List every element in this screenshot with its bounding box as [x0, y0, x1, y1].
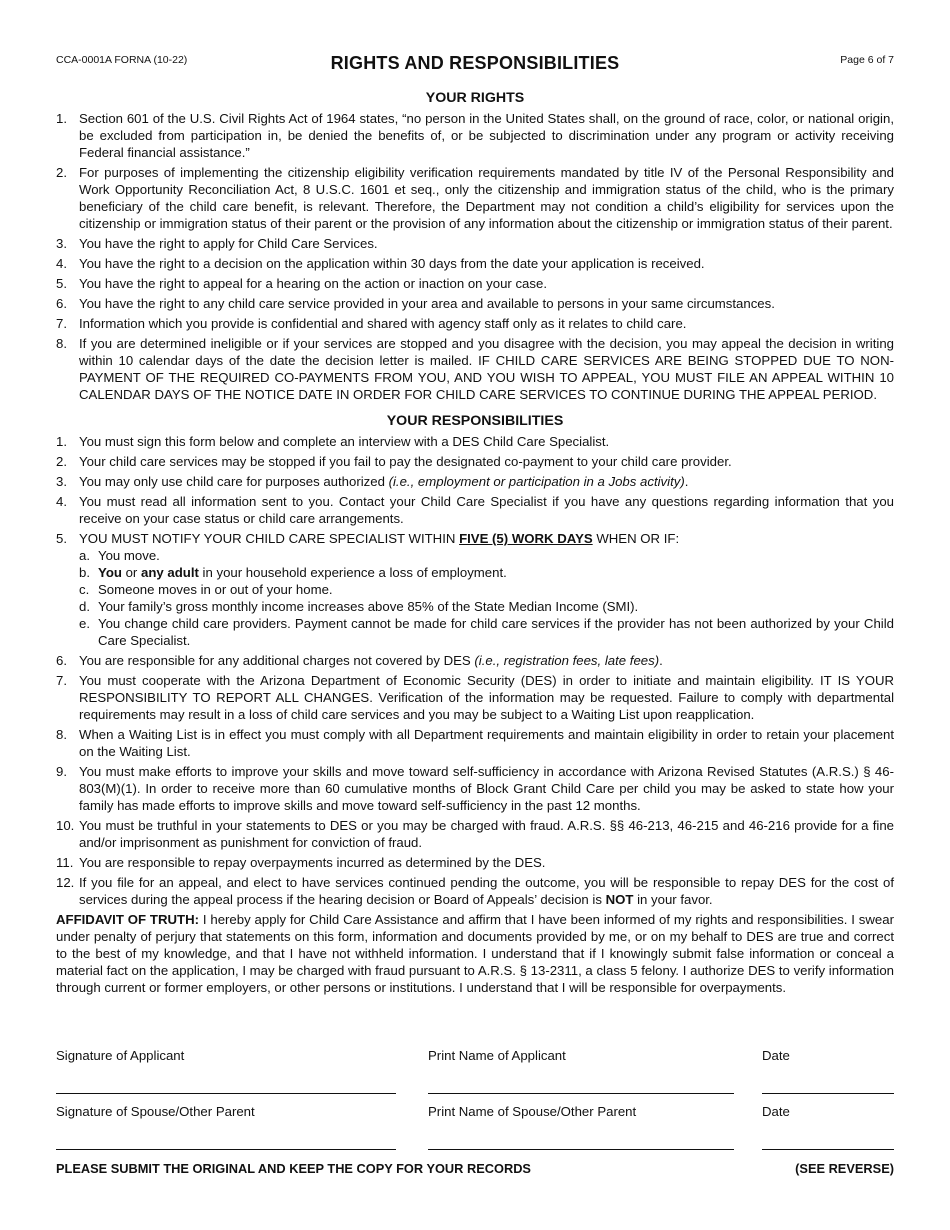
affidavit-text: I hereby apply for Child Care Assistance and affirm that I have been informed of my rights and responsibilities. I swear under penalty of perjury that statements on this form, information and documents provided by me, or on my behalf to DES are true and correct to the best of my knowledge, and that I have not withheld information. I understand that if I knowingly submit false information or conceal a material fact on the application, I may be charged with fraud pursuant to A.R.S. § 13-2311, a class 5 felony. I authorize DES to verify information through current or former employers, or other persons or institutions. I understand that I will be responsible for overpayments. [56, 912, 894, 995]
affidavit-of-truth [56, 911, 894, 996]
sub-list-item: a. You move. [79, 548, 160, 563]
applicant-print-name-label: Print Name of Applicant [428, 1048, 566, 1063]
spouse-date-line[interactable] [762, 1149, 894, 1150]
list-item: 12. If you file for an appeal, and elect to have services continued pending the outcome, you will be responsible to repay DES for the cost of services during the appeal process if the hearing decision or Board of Appeals’ decision is NOT in your favor. [56, 875, 894, 907]
sub-list-item: c. Someone moves in or out of your home. [79, 582, 333, 597]
notify-conditions-list [79, 547, 894, 649]
list-item: 6. You are responsible for any additional charges not covered by DES (i.e., registration fees, late fees). [56, 653, 663, 668]
list-item: 8. If you are determined ineligible or if your services are stopped and you disagree with the decision, you may appeal the decision in writing within 10 calendar days of the date the decision letter is mailed. IF CHILD CARE SERVICES ARE BEING STOPPED DUE TO NON-PAYMENT OF THE REQUIRED CO-PAYMENTS FROM YOU, AND YOU WISH TO APPEAL, YOU MUST FILE AN APPEAL WITHIN 10 CALENDAR DAYS OF THE NOTICE DATE IN ORDER FOR CHILD CARE SERVICES TO CONTINUE DURING THE APPEAL PERIOD. [56, 336, 894, 402]
sub-list-item: b. You or any adult in your household experience a loss of employment. [79, 565, 507, 580]
list-item: 1. You must sign this form below and complete an interview with a DES Child Care Specialist. [56, 434, 610, 449]
spouse-signature-label: Signature of Spouse/Other Parent [56, 1104, 255, 1119]
list-item: 8. When a Waiting List is in effect you must comply with all Department requirements and maintain eligibility in order to retain your placement on the Waiting List. [56, 727, 894, 759]
spouse-print-name-label: Print Name of Spouse/Other Parent [428, 1104, 637, 1119]
page-number: Page 6 of 7 [840, 54, 894, 66]
spouse-signature-line[interactable] [56, 1149, 396, 1150]
list-item: 5. You have the right to appeal for a hearing on the action or inaction on your case. [56, 276, 547, 291]
applicant-print-name-line[interactable] [428, 1093, 734, 1094]
spouse-date-label: Date [762, 1104, 790, 1119]
list-item: 2. For purposes of implementing the citizenship eligibility verification requirements mandated by title IV of the Personal Responsibility and Work Opportunity Reconciliation Act, 8 U.S.C. 1601 et seq., only the citizenship and immigration status of the child, who is the primary beneficiary of the child care benefit, is relevant. Therefore, the Department may not condition a child’s eligibility for services upon the citizenship or immigration status of their parent or the provision of any information about the citizenship or immigration status of their parent. [56, 165, 894, 231]
footer-instruction: PLEASE SUBMIT THE ORIGINAL AND KEEP THE COPY FOR YOUR RECORDS [56, 1161, 531, 1176]
form-id: CCA-0001A FORNA (10-22) [56, 54, 188, 66]
sub-list-item: e. You change child care providers. Payment cannot be made for child care services if the provider has not been authorized by your Child Care Specialist. [79, 616, 894, 648]
list-item: 1. Section 601 of the U.S. Civil Rights Act of 1964 states, “no person in the United States shall, on the ground of race, color, or national origin, be excluded from participation in, be denied the benefits of, or be subjected to discrimination under any program or activity receiving Federal financial assistance.” [56, 111, 894, 160]
list-item: 5. YOU MUST NOTIFY YOUR CHILD CARE SPECIALIST WITHIN FIVE (5) WORK DAYS WHEN OR IF: a. You move. b. You or any adult in your household experience a loss of employment. c. Someone moves in or out of your home. d. Your family’s gross monthly income increases above 85% of the State Median Income (SMI). e. You change child care providers. Payment cannot be made for child care services if the provider has not been authorized by your Child Care Specialist. [56, 531, 894, 648]
list-item: 6. You have the right to any child care service provided in your area and available to persons in your same circumstances. [56, 296, 775, 311]
list-item: 3. You have the right to apply for Child Care Services. [56, 236, 378, 251]
list-item: 2. Your child care services may be stopped if you fail to pay the designated co-payment to your child care provider. [56, 454, 732, 469]
list-item: 10. You must be truthful in your statements to DES or you may be charged with fraud. A.R.S. §§ 46-213, 46-215 and 46-216 provide for a fine and/or imprisonment as punishment for conviction of fraud. [56, 818, 894, 850]
five-work-days-emphasis: FIVE (5) WORK DAYS [459, 531, 593, 546]
list-item: 7. You must cooperate with the Arizona Department of Economic Security (DES) in order to initiate and maintain eligibility. IT IS YOUR RESPONSIBILITY TO REPORT ALL CHANGES. Verification of the information may be requested. Failure to comply with departmental requirements may result in a loss of child care services and you may be subject to a Waiting List upon reapplication. [56, 673, 894, 722]
spouse-print-name-line[interactable] [428, 1149, 734, 1150]
affidavit-label: AFFIDAVIT OF TRUTH: [56, 912, 199, 927]
list-item: 7. Information which you provide is confidential and shared with agency staff only as it relates to child care. [56, 316, 687, 331]
sub-list-item: d. Your family’s gross monthly income increases above 85% of the State Median Income (SMI). [79, 599, 639, 614]
footer-see-reverse: (SEE REVERSE) [795, 1161, 894, 1176]
responsibilities-list [56, 433, 894, 908]
rights-list [56, 110, 894, 403]
form-body [56, 89, 894, 996]
page-title: RIGHTS AND RESPONSIBILITIES [330, 53, 620, 73]
list-item: 4. You must read all information sent to you. Contact your Child Care Specialist if you have any questions regarding information that you receive on your case status or child care arrangements. [56, 494, 894, 526]
list-item: 4. You have the right to a decision on the application within 30 days from the date your application is received. [56, 256, 705, 271]
list-item: 11. You are responsible to repay overpayments incurred as determined by the DES. [56, 855, 546, 870]
list-item: 3. You may only use child care for purposes authorized (i.e., employment or participation in a Jobs activity). [56, 474, 689, 489]
applicant-date-label: Date [762, 1048, 790, 1063]
applicant-signature-line[interactable] [56, 1093, 396, 1094]
list-item: 9. You must make efforts to improve your skills and move toward self-sufficiency in accordance with Arizona Revised Statutes (A.R.S.) § 46-803(M)(1). In order to receive more than 60 cumulative months of Block Grant Child Care per child you may be asked to state how your family has made efforts to improve skills and move toward self-sufficiency in the past 12 months. [56, 764, 894, 813]
responsibilities-heading: YOUR RESPONSIBILITIES [386, 413, 564, 429]
applicant-date-line[interactable] [762, 1093, 894, 1094]
rights-heading: YOUR RIGHTS [425, 90, 525, 106]
applicant-signature-label: Signature of Applicant [56, 1048, 185, 1063]
